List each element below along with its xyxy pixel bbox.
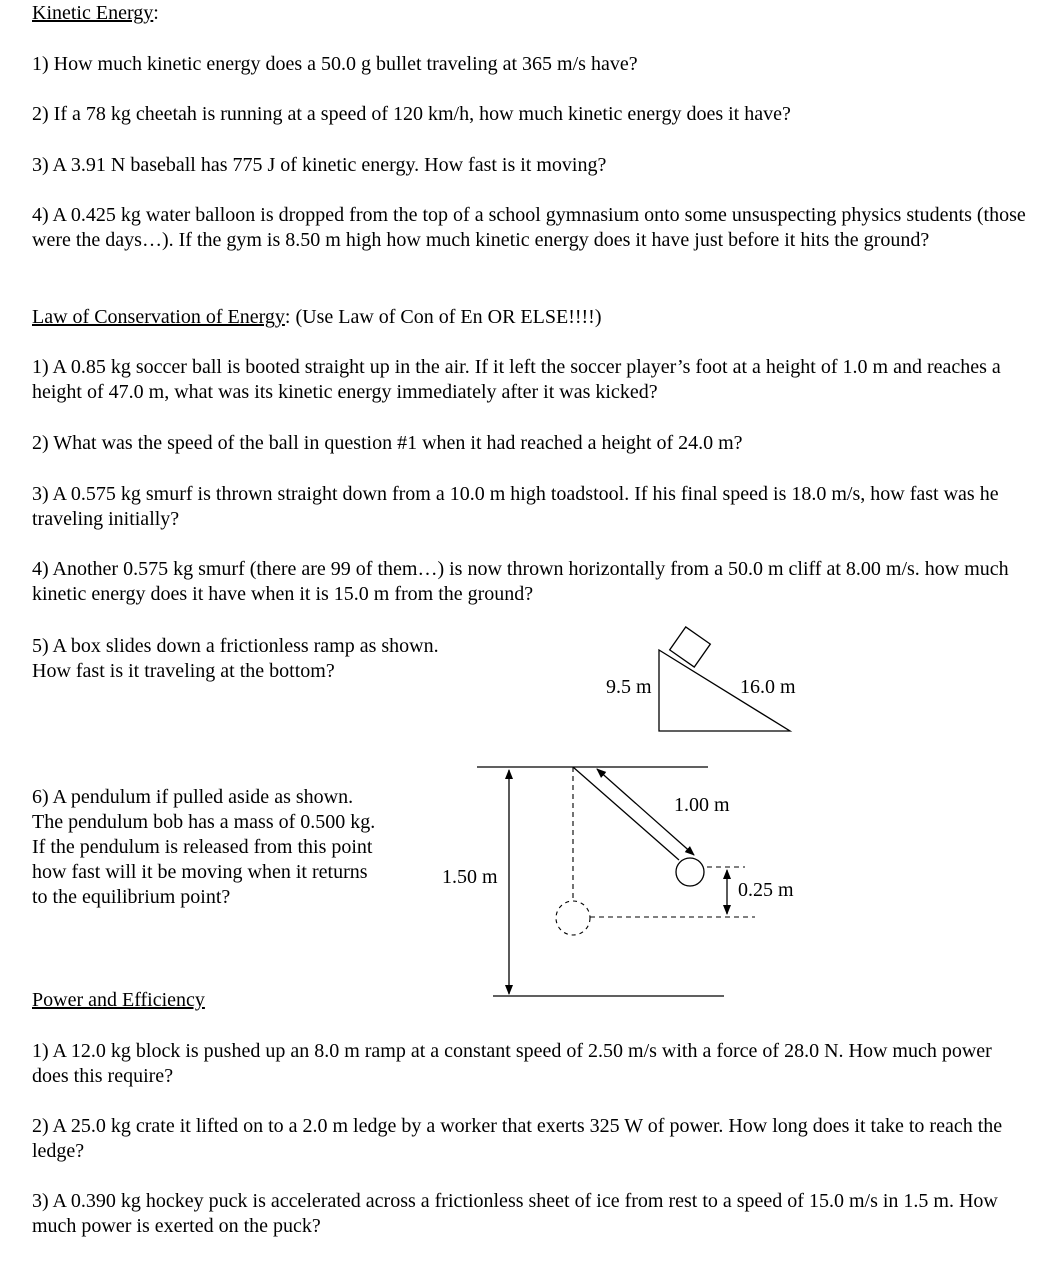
heading-power: Power and Efficiency	[32, 989, 205, 1011]
coe-question-6-line-1: 6) A pendulum if pulled aside as shown.	[32, 786, 354, 808]
pendulum-bob	[676, 858, 704, 886]
power-question-3: 3) A 0.390 kg hockey puck is accelerated across a frictionless sheet of ice from rest to a speed of 15.0 m/s in 1.5 m. How much power is exerted on the puck?	[32, 1190, 998, 1237]
ke-question-4: 4) A 0.425 kg water balloon is dropped from the top of a school gymnasium onto some unsuspecting physics students (those were the days…). If the gym is 8.50 m high how much kinetic energy does it have just before it hits the ground?	[32, 204, 1026, 251]
rise-label: 0.25 m	[738, 879, 794, 901]
coe-question-5-line-2: How fast is it traveling at the bottom?	[32, 660, 335, 682]
heading-suffix: :	[153, 2, 159, 24]
equilibrium-bob	[556, 901, 590, 935]
coe-question-1: 1) A 0.85 kg soccer ball is booted straight up in the air. If it left the soccer player’s foot at a height of 1.0 m and reaches a height of 47.0 m, what was its kinetic energy immediately after it was kicked?	[32, 356, 1001, 403]
coe-question-6-line-3: If the pendulum is released from this point	[32, 836, 373, 858]
pendulum-string	[573, 767, 679, 860]
ramp-height-label: 9.5 m	[606, 676, 652, 698]
coe-question-6-line-2: The pendulum bob has a mass of 0.500 kg.	[32, 811, 376, 833]
coe-question-6-line-4: how fast will it be moving when it returns	[32, 861, 368, 883]
ke-question-2: 2) If a 78 kg cheetah is running at a speed of 120 km/h, how much kinetic energy does it have?	[32, 103, 791, 125]
ke-question-3: 3) A 3.91 N baseball has 775 J of kinetic energy. How fast is it moving?	[32, 154, 607, 176]
heading-conservation-suffix: : (Use Law of Con of En OR ELSE!!!!)	[284, 306, 602, 328]
length-label: 1.00 m	[674, 794, 730, 816]
section-heading-power	[32, 988, 1027, 1013]
total-height-label: 1.50 m	[442, 866, 498, 888]
coe-question-6-line-5: to the equilibrium point?	[32, 886, 231, 908]
pendulum-diagram	[442, 767, 794, 996]
heading-conservation: Law of Conservation of Energy	[32, 306, 285, 328]
heading-kinetic-energy: Kinetic Energy	[32, 2, 154, 24]
coe-question-5-line-1: 5) A box slides down a frictionless ramp as shown.	[32, 635, 439, 657]
coe-question-3: 3) A 0.575 kg smurf is thrown straight down from a 10.0 m high toadstool. If his final speed is 18.0 m/s, how fast was he traveling initially?	[32, 483, 999, 530]
ramp-hypotenuse-label: 16.0 m	[740, 676, 796, 698]
coe-question-2: 2) What was the speed of the ball in question #1 when it had reached a height of 24.0 m?	[32, 432, 743, 454]
ke-question-1: 1) How much kinetic energy does a 50.0 g bullet traveling at 365 m/s have?	[32, 53, 638, 75]
power-question-2: 2) A 25.0 kg crate it lifted on to a 2.0 m ledge by a worker that exerts 325 W of power. How long does it take to reach the ledge?	[32, 1115, 1003, 1162]
ramp-diagram	[606, 627, 796, 731]
coe-question-4: 4) Another 0.575 kg smurf (there are 99 of them…) is now thrown horizontally from a 50.0 m cliff at 8.00 m/s. how much kinetic energy does it have when it is 15.0 m from the ground?	[32, 558, 1009, 605]
power-question-1: 1) A 12.0 kg block is pushed up an 8.0 m ramp at a constant speed of 2.50 m/s with a force of 28.0 N. How much power does this require?	[32, 1040, 992, 1087]
